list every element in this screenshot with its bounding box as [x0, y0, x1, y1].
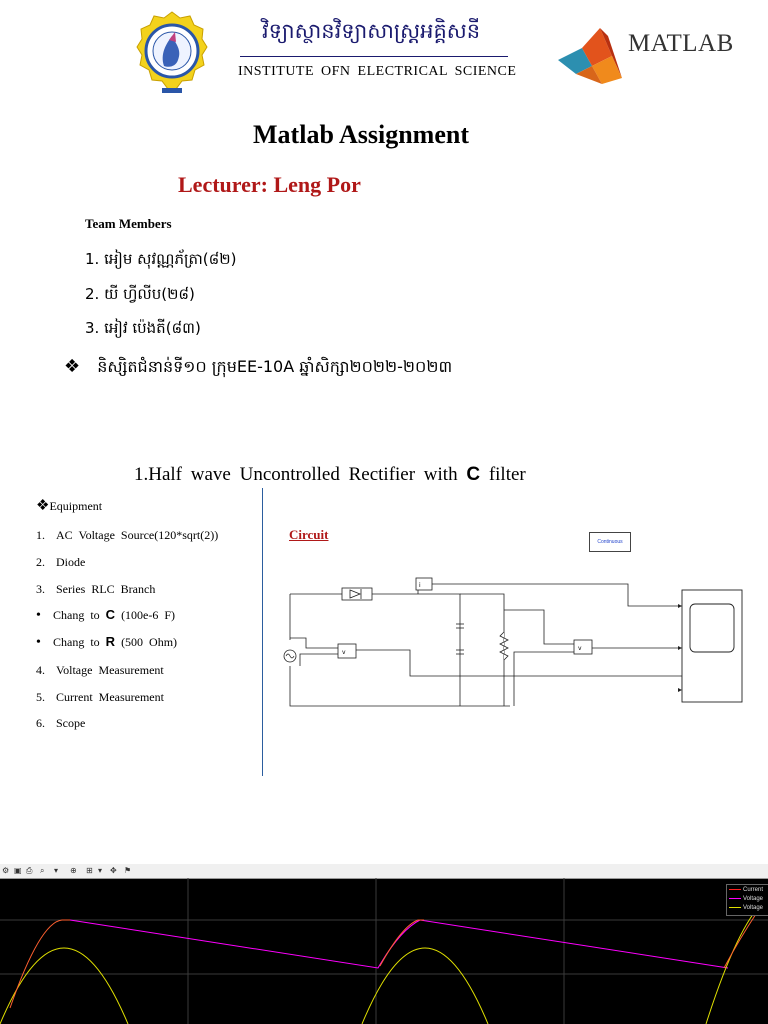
item-marker: 3. — [36, 582, 45, 596]
student-generation-text: និស្សិតជំនាន់ទី១០ ក្រុមEE-10A ឆ្នាំសិក្សា២០២២-២០២៣ — [97, 357, 453, 376]
axes-icon[interactable]: ⊞ — [86, 866, 93, 875]
svg-text:v: v — [342, 649, 346, 656]
item-text: Scope — [56, 716, 86, 730]
scope-block-icon[interactable] — [682, 590, 742, 702]
section-title-prefix: 1.Half wave Uncontrolled Rectifier with — [134, 464, 458, 485]
lecturer-name: Lecturer: Leng Por — [178, 172, 361, 197]
legend-label: Voltage — [743, 905, 764, 911]
item-marker: • — [36, 635, 41, 650]
member-number: 1. — [85, 250, 100, 268]
team-member-2 — [85, 285, 195, 307]
source-voltage-trace — [0, 898, 768, 1024]
column-divider — [262, 488, 263, 776]
item-text: Chang to — [53, 608, 100, 622]
diamond-bullet-icon: ❖ — [36, 498, 50, 514]
simulink-circuit-diagram — [282, 570, 752, 710]
continuous-solver-block[interactable] — [589, 532, 631, 552]
institute-english-name: INSTITUTE OFN ELECTRICAL SCIENCE — [238, 64, 517, 79]
member-name: អៀវ ប៉េងតី(៨៣) — [104, 319, 201, 337]
settings-icon[interactable]: ⚙ — [2, 866, 10, 875]
equipment-item — [36, 663, 164, 678]
equipment-item — [36, 634, 177, 651]
equipment-item — [36, 528, 218, 543]
equipment-item — [36, 582, 155, 597]
assignment-title: Matlab Assignment — [253, 120, 469, 149]
item-text: Current Measurement — [56, 690, 164, 704]
pan-icon[interactable]: ✥ — [110, 866, 117, 875]
equipment-item — [36, 716, 85, 731]
resistor-icon[interactable] — [500, 632, 508, 660]
item-text: Chang to — [53, 635, 100, 649]
member-name: អៀម សុវណ្ណភ័ត្រា(៨២) — [104, 250, 237, 268]
svg-text:v: v — [578, 645, 582, 652]
equipment-heading — [36, 496, 102, 515]
item-bold: C — [105, 607, 116, 622]
item-marker: • — [36, 608, 41, 623]
member-number: 2. — [85, 285, 100, 303]
matlab-membrane-logo-icon — [556, 26, 624, 86]
voltage-measurement-block[interactable] — [574, 640, 592, 654]
item-marker: 4. — [36, 663, 45, 677]
legend-label: Current — [743, 887, 764, 893]
item-text: Voltage Measurement — [56, 663, 164, 677]
circuit-label: Circuit — [289, 527, 329, 542]
legend-label: Voltage — [743, 896, 764, 902]
item-marker: 5. — [36, 690, 45, 704]
team-members-label: Team Members — [85, 216, 172, 231]
equipment-item — [36, 607, 175, 624]
legend-item — [729, 896, 763, 902]
diode-icon[interactable] — [342, 588, 372, 600]
print-icon[interactable]: ⎙ — [26, 866, 33, 875]
scope-toolbar — [0, 864, 768, 879]
item-marker: 6. — [36, 716, 45, 730]
svg-text:i: i — [419, 582, 421, 589]
member-number: 3. — [85, 319, 100, 337]
institute-khmer-name: វិទ្យាស្ថានវិទ្យាសាស្ត្រអគ្គិសនី — [262, 19, 481, 43]
equipment-item — [36, 555, 85, 570]
voltage-measurement-block[interactable] — [338, 644, 356, 658]
legend-item — [729, 905, 763, 911]
item-marker: 1. — [36, 528, 45, 542]
zoom-icon[interactable]: ⌕ — [40, 866, 45, 875]
dropdown-icon[interactable]: ▾ — [54, 866, 59, 875]
team-member-3 — [85, 319, 201, 341]
equipment-label: Equipment — [49, 499, 103, 513]
zoom-in-icon[interactable]: ⊕ — [70, 866, 77, 875]
member-name: យី ហ្វីលីប(២៨) — [104, 285, 195, 303]
section-title — [134, 464, 526, 486]
institute-seal-icon — [136, 10, 208, 94]
equipment-item — [36, 690, 164, 705]
item-value: (100e-6 F) — [121, 608, 176, 622]
scope-legend — [726, 884, 768, 916]
item-text: Series RLC Branch — [56, 582, 156, 596]
legend-item — [729, 887, 763, 893]
item-marker: 2. — [36, 555, 45, 569]
pin-icon[interactable]: ⚑ — [124, 866, 132, 875]
toolbar-icon[interactable]: ▣ — [14, 866, 22, 875]
team-member-1 — [85, 250, 236, 272]
scope-output-window — [0, 864, 768, 1024]
matlab-wordmark: MATLAB — [628, 30, 734, 57]
item-text: Diode — [56, 555, 86, 569]
continuous-block-label: Continuous — [597, 539, 623, 545]
item-text: AC Voltage Source(120*sqrt(2)) — [56, 528, 219, 542]
item-bold: R — [105, 634, 116, 649]
dropdown-icon[interactable]: ▾ — [98, 866, 103, 875]
item-value: (500 Ohm) — [121, 635, 178, 649]
scope-plot — [0, 878, 768, 1024]
student-generation-line — [64, 356, 452, 380]
diamond-bullet-icon: ❖ — [64, 356, 81, 377]
title-divider — [240, 56, 508, 57]
section-title-suffix: filter — [488, 464, 526, 485]
section-title-bold: C — [466, 464, 481, 485]
